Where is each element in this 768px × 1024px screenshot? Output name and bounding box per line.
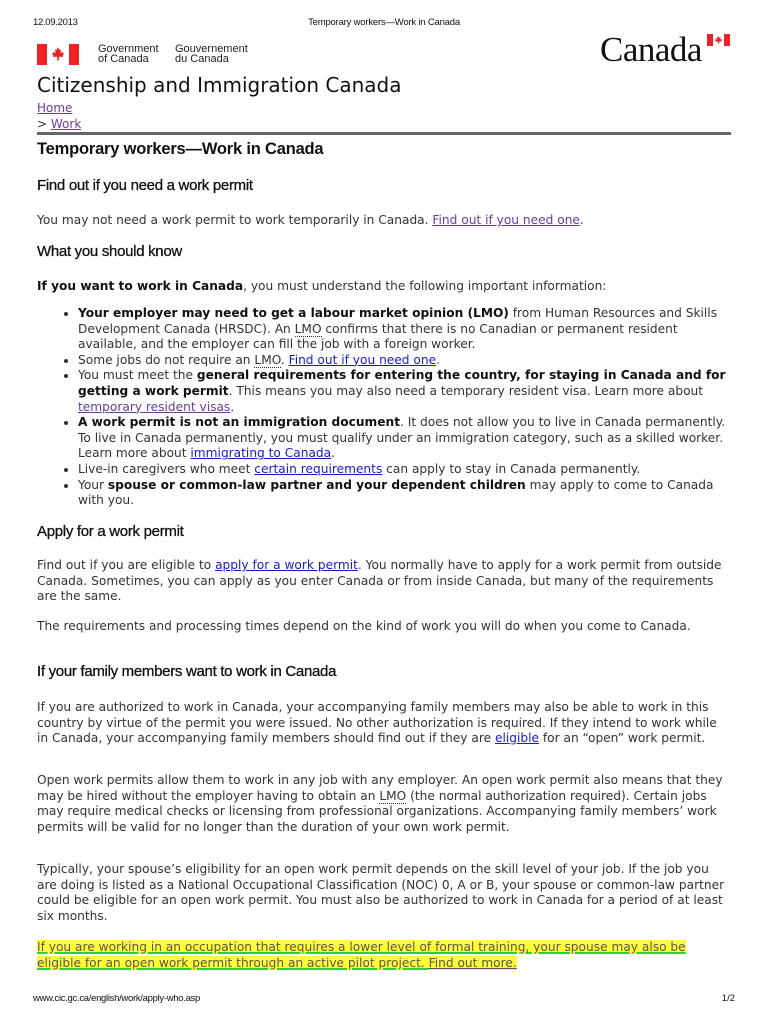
list-item bbox=[78, 353, 738, 369]
family-paragraph-3: Typically, your spouse’s eligibility for an open work permit depends on the skill level of your job. If the job you are doing is listed as a National Occupational Classification (NOC) 0, A or B, your spouse or common-law partner could be eligible for an open work permit. You must also be authorized to work in Canada for a period of at least six months. bbox=[37, 862, 725, 923]
should-know-intro bbox=[37, 279, 731, 295]
family-paragraph-4-highlighted bbox=[37, 940, 731, 971]
text: Your bbox=[78, 477, 108, 492]
family-paragraph-2 bbox=[37, 773, 731, 835]
text: for an “open” work permit. bbox=[538, 731, 706, 746]
breadcrumb-home bbox=[37, 101, 72, 115]
text: If you are authorized to work in Canada, your accompanying family members may also be able to work in this country by virtue of the permit you were issued. No other authorization is required. If they intend to work while in Canada, your accompanying family members should find out if they are bbox=[37, 700, 717, 746]
canada-flag-icon bbox=[37, 44, 79, 65]
apply-paragraph-1 bbox=[37, 558, 731, 605]
certain-requirements-link[interactable]: certain requirements bbox=[254, 461, 383, 476]
breadcrumb-home-link[interactable]: Home bbox=[37, 101, 73, 115]
breadcrumb-work bbox=[37, 117, 81, 131]
site-title: Citizenship and Immigration Canada bbox=[37, 73, 402, 97]
heading-apply: Apply for a work permit bbox=[37, 523, 184, 540]
bold-text: Your employer may need to get a labour market opinion (LMO) bbox=[78, 306, 509, 320]
print-date: 12.09.2013 bbox=[33, 17, 78, 28]
lmo-abbr[interactable]: LMO bbox=[379, 788, 407, 803]
canada-wordmark: Canada bbox=[600, 30, 702, 69]
breadcrumb-work-link[interactable]: Work bbox=[50, 117, 82, 131]
bold-text: general requirements for entering the country, for staying in Canada and for getting a work permit bbox=[78, 368, 726, 398]
text: Live-in caregivers who meet bbox=[78, 461, 255, 476]
gov-en-line1: Government bbox=[98, 43, 159, 55]
government-of-canada-fr bbox=[175, 44, 248, 64]
text: can apply to stay in Canada permanently. bbox=[382, 461, 641, 476]
text: (the normal authorization required). Certain jobs may require medical checks or licensing from professional organizations. Accompanying family members’ work permits will be valid for no longer than the duration of your own work permit. bbox=[37, 788, 717, 834]
text: confirms that there is no Canadian or permanent resident available, and the employer can fill the job with a foreign worker. bbox=[78, 321, 678, 352]
text: . bbox=[436, 352, 440, 367]
eligible-link[interactable]: eligible bbox=[494, 731, 539, 746]
text: . It does not allow you to live in Canada permanently. To live in Canada permanently, you must qualify under an immigration category, such as a skilled worker. Learn more about bbox=[78, 415, 726, 461]
gov-fr-line1: Gouvernement bbox=[175, 43, 248, 55]
need-permit-paragraph bbox=[37, 213, 731, 229]
apply-paragraph-2: The requirements and processing times depend on the kind of work you will do when you come to Canada. bbox=[37, 619, 691, 633]
text: You must meet the bbox=[78, 368, 197, 383]
print-url: www.cic.gc.ca/english/work/apply-who.asp bbox=[33, 993, 200, 1004]
text: may apply to come to Canada with you. bbox=[78, 477, 714, 508]
heading-what-you-should-know: What you should know bbox=[37, 243, 182, 260]
important-info-list bbox=[37, 306, 738, 509]
find-out-if-need-one-link[interactable]: Find out if you need one bbox=[432, 213, 580, 227]
lmo-abbr[interactable]: LMO bbox=[254, 352, 281, 367]
list-item bbox=[78, 306, 738, 353]
government-of-canada-en bbox=[98, 44, 159, 64]
lmo-abbr[interactable]: LMO bbox=[294, 321, 322, 336]
text: , you must understand the following important information: bbox=[243, 279, 607, 293]
wordmark-flag-icon bbox=[707, 34, 730, 46]
family-paragraph-1 bbox=[37, 700, 731, 747]
text: . bbox=[230, 399, 235, 414]
breadcrumb-separator: > bbox=[37, 117, 48, 131]
heading-family: If your family members want to work in Canada bbox=[37, 663, 337, 680]
header-divider bbox=[37, 132, 731, 135]
heading-need-permit: Find out if you need a work permit bbox=[37, 177, 253, 194]
gov-en-line2: of Canada bbox=[98, 53, 149, 65]
find-out-more-link[interactable]: Find out more. bbox=[428, 955, 517, 970]
text: . This means you may also need a temporary resident visa. Learn more about bbox=[228, 383, 704, 398]
text: . bbox=[331, 446, 336, 461]
print-page-title: Temporary workers—Work in Canada bbox=[308, 17, 460, 28]
text: . bbox=[579, 213, 584, 227]
find-out-if-need-one-link-2[interactable]: Find out if you need one bbox=[288, 352, 437, 367]
text: Open work permits allow them to work in any job with any employer. An open work permit also means that they may be hired without the employer having to obtain an bbox=[37, 773, 723, 803]
immigrating-to-canada-link[interactable]: immigrating to Canada bbox=[190, 446, 332, 461]
page-title: Temporary workers—Work in Canada bbox=[37, 140, 324, 158]
list-item bbox=[78, 462, 738, 478]
bold-text: spouse or common-law partner and your dependent children bbox=[107, 477, 526, 492]
bold-text: A work permit is not an immigration document bbox=[78, 415, 401, 430]
temporary-resident-visas-link[interactable]: temporary resident visas bbox=[78, 399, 231, 414]
gov-fr-line2: du Canada bbox=[175, 53, 229, 65]
list-item bbox=[78, 368, 738, 415]
text: Some jobs do not require an bbox=[78, 352, 255, 367]
text: You may not need a work permit to work temporarily in Canada. bbox=[37, 213, 433, 227]
text: . You normally have to apply for a work permit from outside Canada. Sometimes, you can apply as you enter Canada or from inside Canada, but many of the requirements are the same. bbox=[37, 558, 722, 604]
list-item bbox=[78, 415, 738, 462]
text: . bbox=[280, 352, 289, 367]
print-page-number: 1/2 bbox=[721, 993, 735, 1004]
highlighted-text: If you are working in an occupation that requires a lower level of formal training, your spouse may also be eligible for an open work permit through an active pilot project. bbox=[37, 940, 686, 970]
text: from Human Resources and Skills Development Canada (HRSDC). An bbox=[78, 306, 718, 336]
text: Find out if you are eligible to bbox=[37, 558, 216, 572]
apply-for-work-permit-link[interactable]: apply for a work permit bbox=[215, 558, 358, 572]
list-item bbox=[78, 478, 738, 509]
bold-text: If you want to work in Canada bbox=[37, 279, 244, 293]
